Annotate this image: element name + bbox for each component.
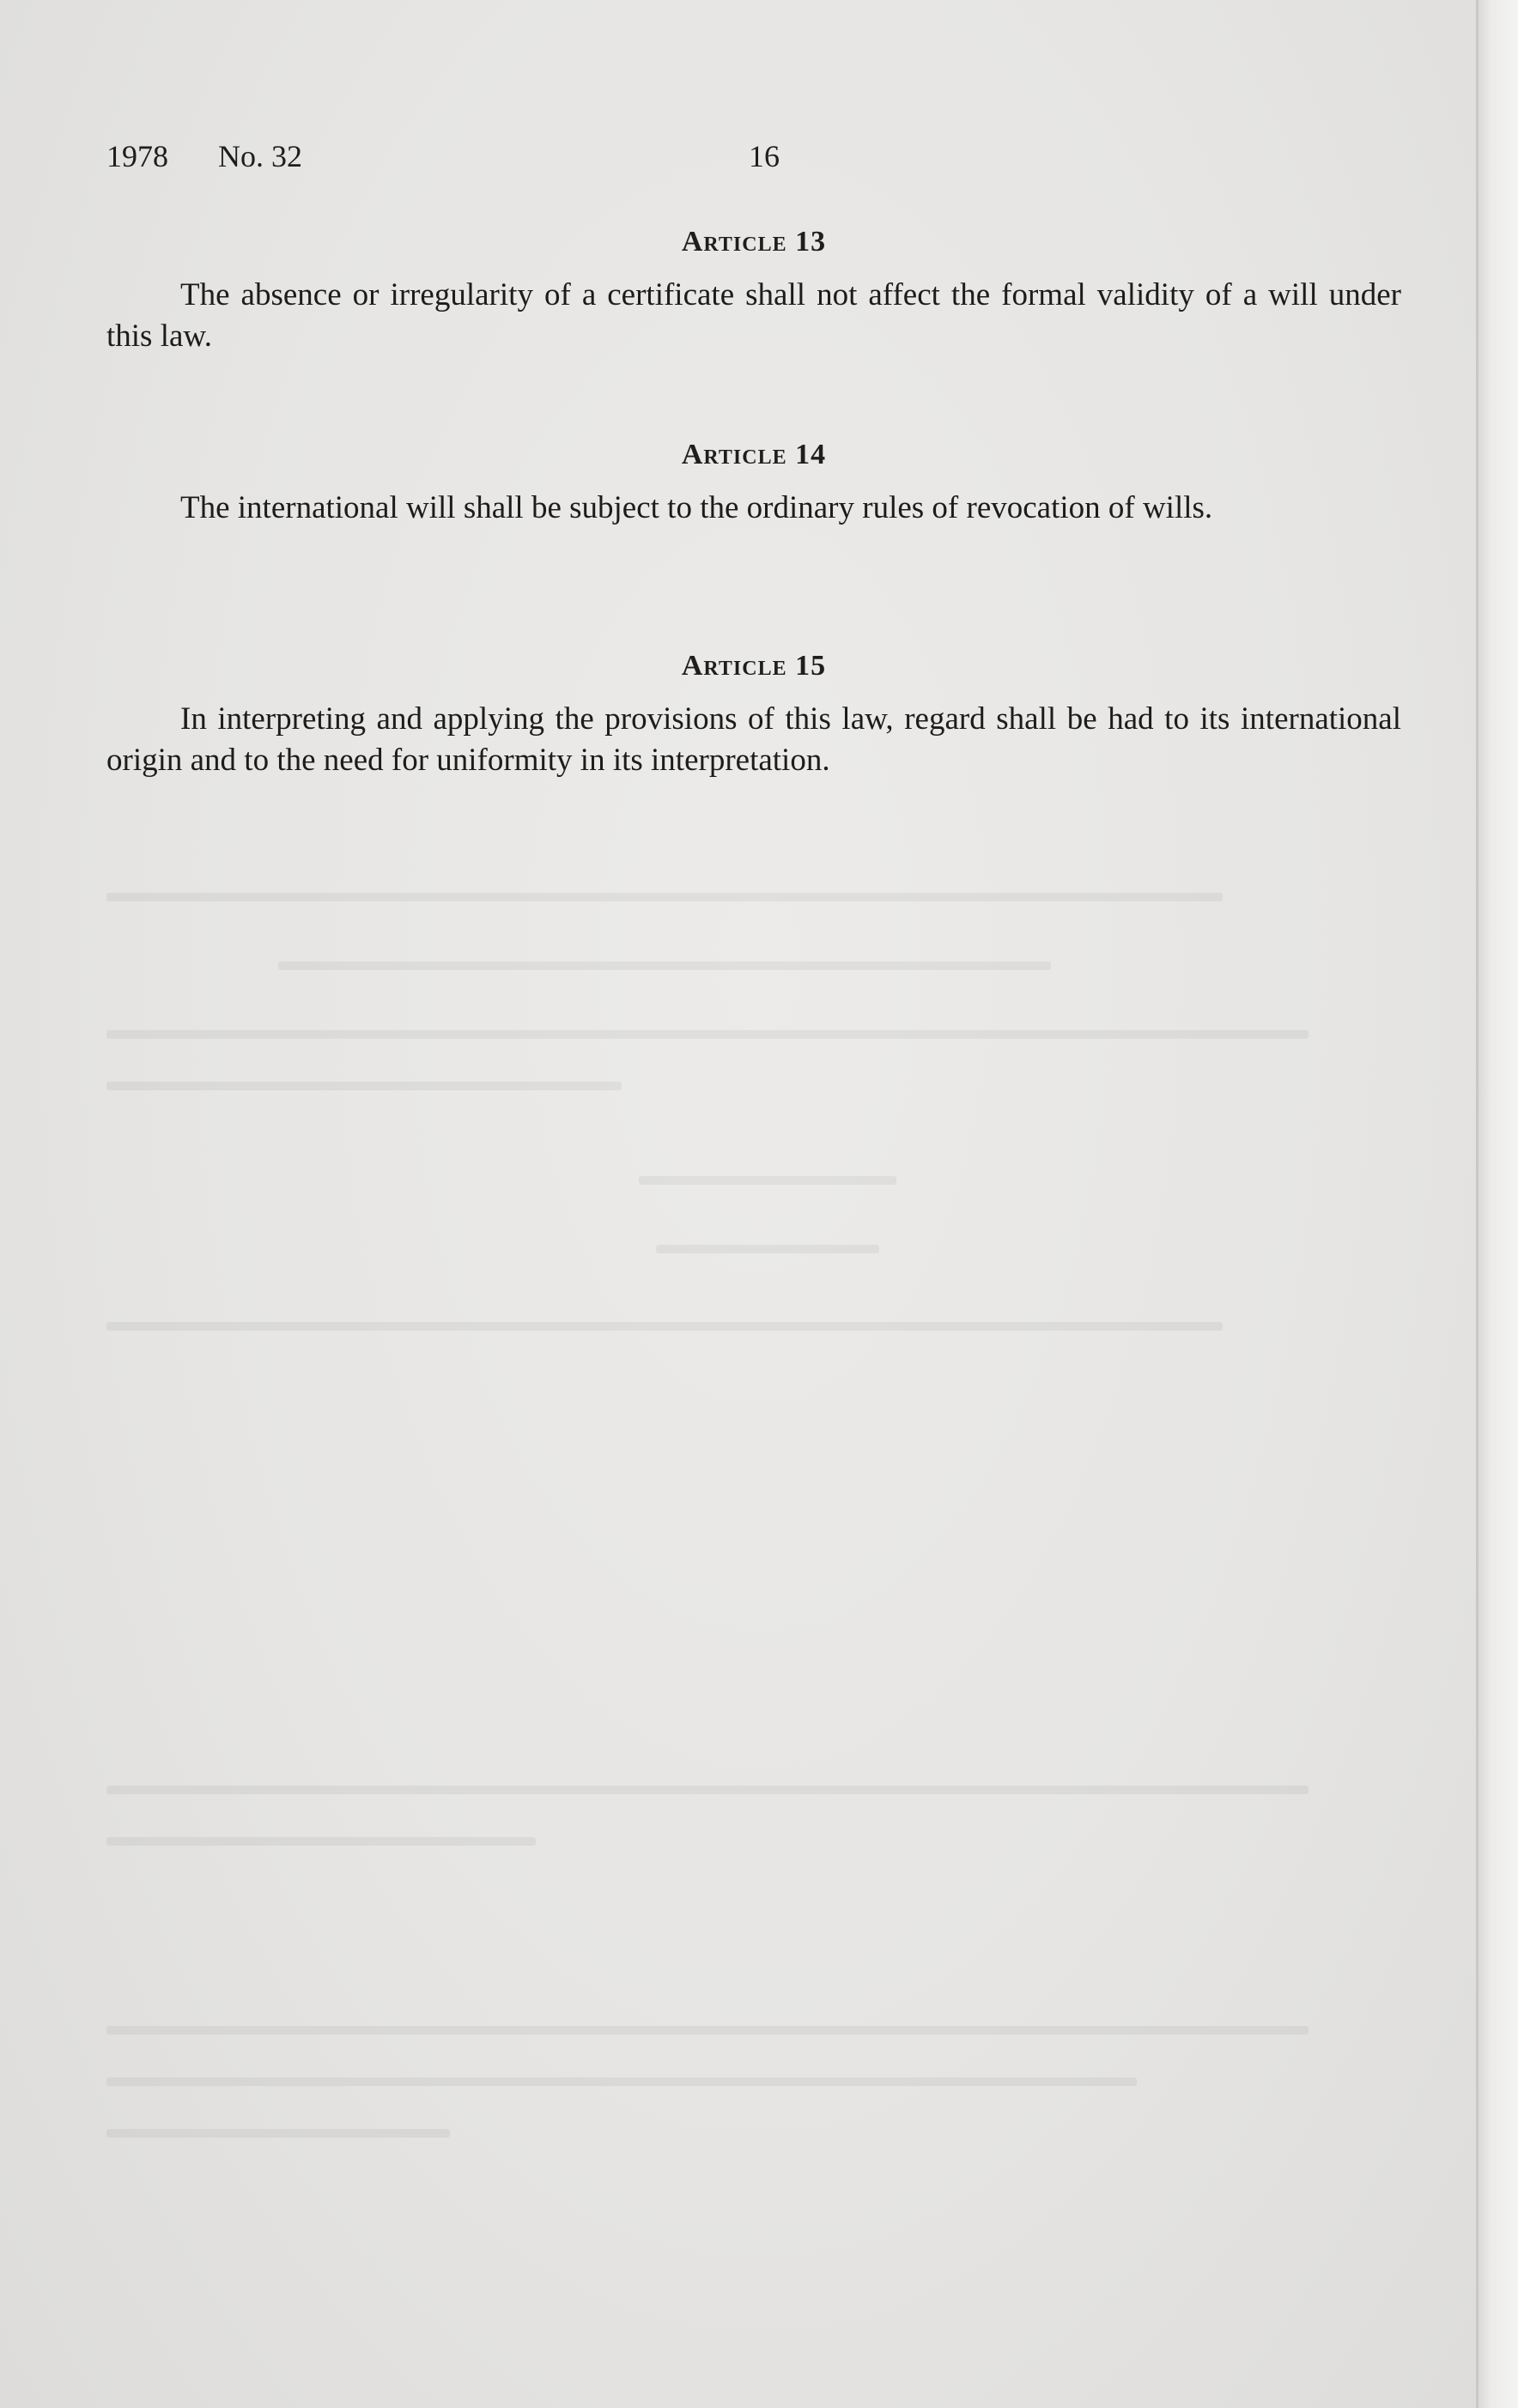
running-head-year: 1978 [106, 139, 168, 173]
page-gutter-line [1476, 0, 1479, 2408]
page-number: 16 [749, 139, 780, 173]
article-text: The international will shall be subject to the ordinary rules of revocation of wills. [180, 490, 1213, 525]
running-head [106, 137, 1412, 175]
article-text: In interpreting and applying the provisions of this law, regard shall be had to its international origin and to the need for uniformity in its interpretation. [106, 701, 1401, 778]
article-heading: Article 15 [681, 650, 827, 682]
article-text: The absence or irregularity of a certificate shall not affect the formal validity of a will under this law. [106, 277, 1401, 354]
page-edge-shadow [1477, 0, 1518, 2408]
article-13 [106, 225, 1401, 357]
article-14 [106, 438, 1401, 529]
article-heading: Article 14 [681, 439, 827, 470]
running-head-statute-number: No. 32 [218, 139, 302, 173]
article-15 [106, 649, 1401, 781]
reverse-side-show-through [106, 893, 1394, 2266]
article-heading: Article 13 [681, 226, 827, 258]
